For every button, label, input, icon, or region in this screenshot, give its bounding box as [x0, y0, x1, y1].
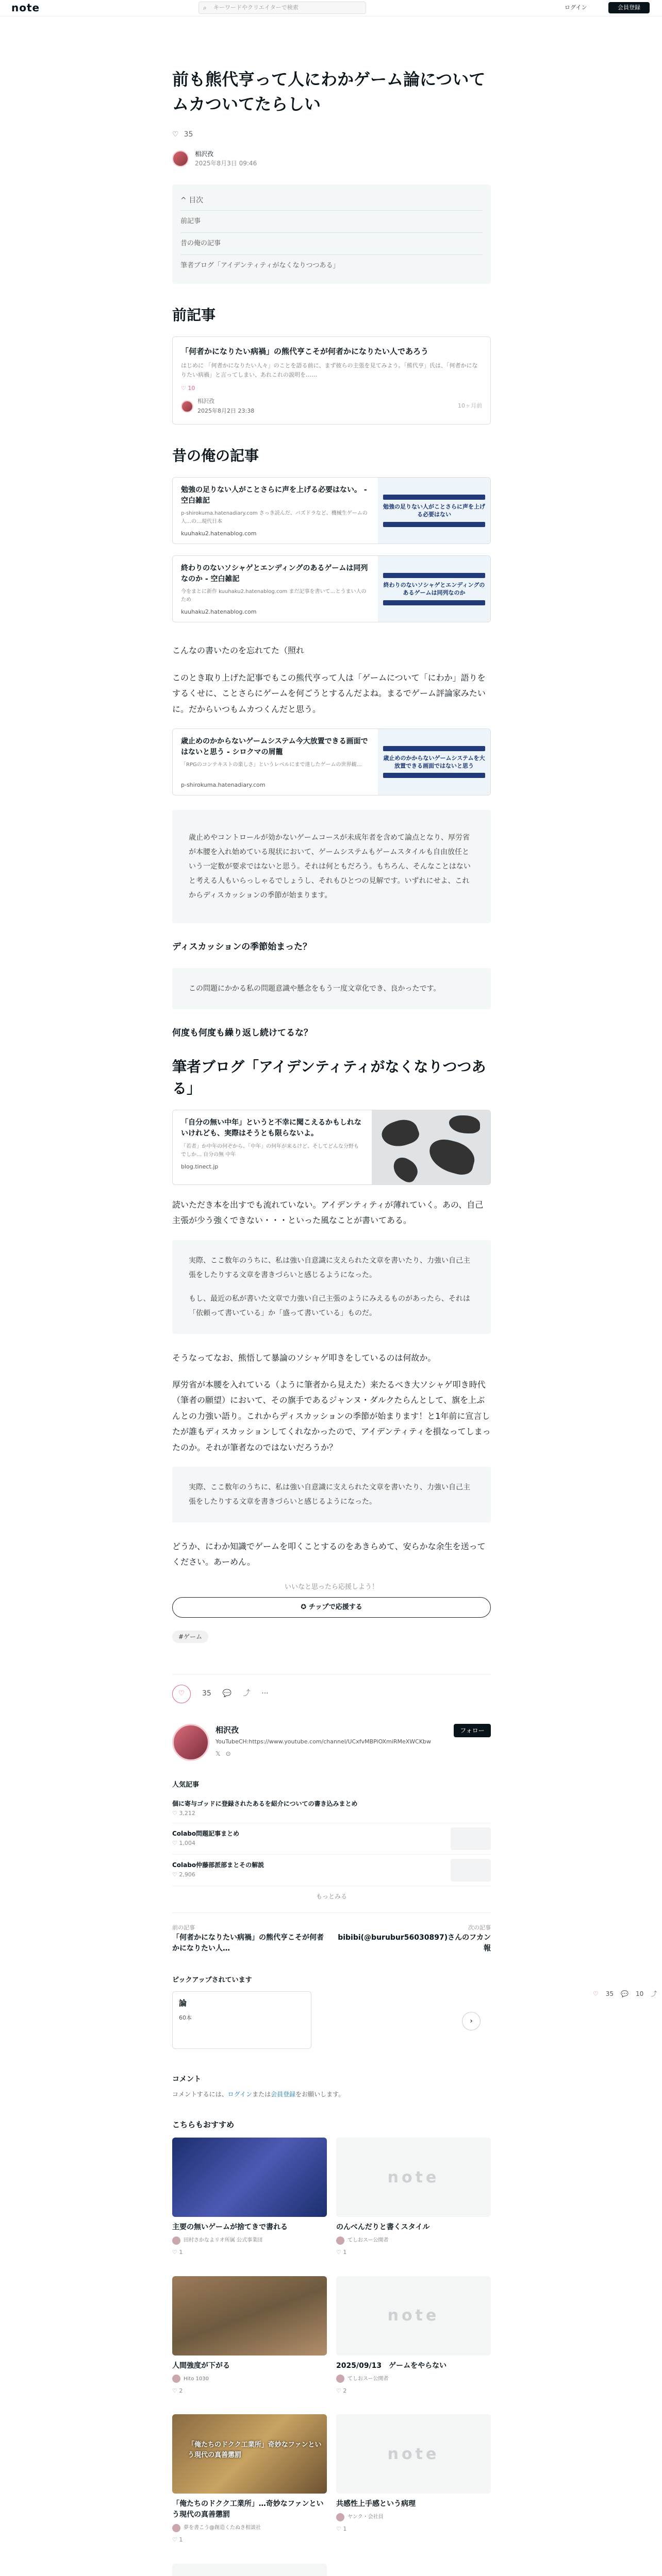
table-of-contents: [172, 184, 491, 284]
pickup-heading: ピックアップされています: [172, 1976, 252, 1985]
link-card-url: kuuhaku2.hatenablog.com: [181, 608, 257, 616]
floating-action-bar: [593, 1989, 657, 1999]
tip-icon: ✪: [301, 1603, 309, 1611]
thumbnail: [172, 2276, 327, 2355]
toc-item[interactable]: 筆者ブログ「アイデンティティがなくなりつつある」: [180, 261, 340, 269]
recommend-likes: ♡ 2: [336, 2387, 347, 2394]
prev-article-link[interactable]: 前の記事 「何者かになりたい病禍」の熊代亨こそが何者かになりたい人…: [172, 1924, 324, 1953]
blockquote: [172, 968, 491, 1009]
login-link[interactable]: ログイン: [227, 2091, 253, 2098]
popular-heading: 人気記事: [172, 1781, 200, 1789]
like-count: 35: [202, 1689, 211, 1698]
share-icon[interactable]: ⤴: [243, 1689, 251, 1698]
popular-likes: ♡ 3,212: [172, 1810, 195, 1817]
rss-icon[interactable]: ⊙: [225, 1750, 231, 1758]
thumbnail: [451, 1859, 491, 1882]
creator-name[interactable]: 相沢孜: [216, 1725, 239, 1735]
list-item[interactable]: [172, 1795, 491, 1823]
quote-text: 実際、ここ数年のうちに、私は強い自意識に支えられた文章を書いたり、力強い自己主張をしたりする文章を書きづらいと感じるようになった。: [189, 1256, 470, 1279]
link-card-url: blog.tinect.jp: [181, 1163, 219, 1171]
article-main: [172, 67, 491, 2576]
toc-head[interactable]: ^ 目次: [180, 192, 483, 211]
recommend-likes: ♡ 2: [172, 2387, 183, 2394]
recommend-card[interactable]: [172, 2564, 327, 2576]
thumbnail: [172, 2564, 327, 2576]
heart-icon: ♡: [178, 1689, 185, 1698]
toc-item[interactable]: 昔の俺の記事: [180, 233, 483, 255]
link-card-image: [378, 556, 490, 622]
side-comment-count: 10: [636, 1990, 644, 1997]
card-author: 相沢孜: [197, 398, 214, 405]
paragraph: こんなの書いたのを忘れてた（照れ: [172, 646, 305, 656]
link-card[interactable]: [172, 477, 491, 544]
recommend-title: のんべんだりと書くスタイル: [336, 2223, 430, 2231]
list-item[interactable]: [172, 1855, 491, 1886]
chevron-right-icon[interactable]: ›: [462, 2012, 481, 2030]
paragraph: どうか、にわか知識でゲームを叩くことするのをあきらめて、安らかな余生を送ってください。あーめん。: [172, 1541, 486, 1567]
like-count: 35: [184, 130, 193, 139]
recommend-title: 人間強度が下がる: [172, 2361, 230, 2370]
paragraph: そうなってなお、熊悟して暴論のソシャゲ叩きをしているのは何故か。: [172, 1352, 436, 1363]
link-card-image: [378, 478, 490, 544]
comment-login-prompt: コメントするには、ログインまたは会員登録をお願いします。: [172, 2091, 345, 2098]
search-placeholder: キーワードやクリエイターで検索: [213, 4, 299, 11]
popular-title: 個に寄与ゴッドに登録されたあるを紹介についての書き込みまとめ: [172, 1800, 358, 1808]
login-link[interactable]: ログイン: [565, 4, 587, 11]
comment-heading: コメント: [172, 2075, 201, 2084]
quote-text: この問題にかかる私の問題意識や懸念をもう一度文章化でき、良かったです。: [189, 984, 441, 993]
link-card-url: p-shirokuma.hatenadiary.com: [181, 782, 266, 788]
section-heading: 筆者ブログ「アイデンティティがなくなりつつある」: [172, 1058, 486, 1097]
more-link[interactable]: もっとみる: [172, 1886, 491, 1912]
recommend-card[interactable]: [336, 2414, 491, 2545]
recommend-likes: ♡ 1: [336, 2526, 347, 2533]
thumbnail: [172, 2138, 327, 2217]
blockquote: [172, 1467, 491, 1522]
thumbnail: note: [336, 2276, 491, 2355]
recommend-likes: ♡ 1: [336, 2249, 347, 2256]
paragraph: 厚労省が本腰を入れている（ように筆者から見えた）来たるべき大ソシャゲ叩き時代（筆者の願望）において、その旗手であるジャンヌ・ダルクたらんとして、旗を上ぶんとの力強い語り。これからディスカッションの季節が始まります！と1年前に宣言したが誰もディスカッションしてくれなかったので、アイデンティティを損なってしまったのか。それが筆者なのではないだろうか？: [172, 1379, 491, 1452]
link-card-image-text: 歳止めのかからないゲームシステムを大放置できる画面ではないと思う: [383, 754, 485, 769]
link-card-image: [372, 1110, 490, 1184]
post-date: 2025年8月3日 09:46: [195, 159, 257, 167]
toc-item[interactable]: 前記事: [180, 211, 483, 233]
popular-title: Colabo仲藤部派部まとその解説: [172, 1861, 264, 1869]
link-card[interactable]: [172, 728, 491, 795]
creator-profile: [172, 1724, 491, 1761]
section-heading: 昔の俺の記事: [172, 447, 259, 465]
paragraph: 読いただき本を出すでも流れていない。アイデンティティが薄れていく。あの、自己主張が少う強くできない・・・といった風なことが書いてある。: [172, 1199, 484, 1226]
like-button[interactable]: [172, 1685, 191, 1703]
top-header: [0, 0, 662, 16]
signup-button[interactable]: 会員登録: [608, 2, 650, 13]
recommend-author: ヤンク・会社員: [347, 2514, 384, 2520]
link-card-image-text: 終わりのないソシャゲとエンディングのあるゲームは同列なのか: [383, 582, 485, 597]
link-card-desc: 「RPGのコンテキストの楽しさ」というレベルにまで達したゲームの世界観…: [181, 762, 362, 768]
magazine-count: 60本: [179, 2014, 192, 2021]
article-nav: [172, 1923, 491, 1955]
heart-icon[interactable]: ♡: [172, 130, 179, 139]
recommend-card[interactable]: [172, 2414, 327, 2545]
hashtag[interactable]: #ゲーム: [172, 1631, 208, 1643]
popular-likes: ♡ 2,906: [172, 1871, 195, 1878]
search-icon: ⌕: [203, 4, 207, 11]
author-row: [172, 149, 491, 168]
thumbnail: note: [336, 2414, 491, 2494]
thumbnail: 「俺たちのドクク工業所」奇妙なファンという現代の真善懲罰: [172, 2414, 327, 2494]
next-article-link[interactable]: 次の記事 bibibi(@burubur56030897)さんのフカン報: [338, 1924, 491, 1953]
card-date: 2025年8月2日 23:38: [197, 407, 255, 414]
link-card-image-text: 勉強の足りない人がことさらに声を上げる必要はない: [383, 503, 485, 518]
link-card-title: 「自分の無い中年」というと不幸に聞こえるかもしれないけれども、実際はそうとも限らないよ。: [181, 1118, 361, 1138]
avatar: [181, 400, 193, 413]
link-card[interactable]: [172, 1110, 491, 1185]
blockquote: [172, 1240, 491, 1334]
chevron-up-icon: ^: [180, 196, 189, 205]
recommend-author: 田村さかなよリオ所属 公式事業団: [184, 2238, 263, 2243]
note-logo[interactable]: note: [11, 2, 40, 14]
link-card-url: kuuhaku2.hatenablog.com: [181, 530, 257, 537]
heart-icon[interactable]: ♡: [593, 1990, 599, 1997]
tip-button[interactable]: ✪ チップで応援する: [172, 1597, 491, 1618]
quote-text: 実際、ここ数年のうちに、私は強い自意識に支えられた文章を書いたり、力強い自己主張をしたりする文章を書きづらいと感じるようになった。: [189, 1483, 470, 1506]
creator-bio: YouTubeCH:https://www.youtube.com/channel/UCxfvMBPiOXmiRMeXWCKbw: [216, 1738, 432, 1745]
blockquote: [172, 810, 491, 923]
recommend-card[interactable]: [336, 2564, 491, 2576]
paragraph: このとき取り上げた記事でもこの熊代亨って人は「ゲームについて「にわか」語りをするくせに、ことさらにゲームを何ごうとするんだよね。まるでゲーム評論家みたいに。だからいつもムカつくんだと思う。: [172, 672, 486, 714]
card-time: 10ヶ月前: [458, 402, 482, 410]
recommend-title: 主要の無いゲームが捨てきで書れる: [172, 2223, 288, 2231]
embedded-note-card[interactable]: [172, 336, 491, 425]
recommend-likes: ♡ 1: [172, 2249, 183, 2256]
list-item[interactable]: [172, 1823, 491, 1855]
link-card-title: 終わりのないソシャゲとエンディングのあるゲームは同列なのか - 空白雑記: [181, 564, 368, 584]
recommend-heading: こちらもおすすめ: [172, 2120, 235, 2129]
recommend-author: 夢を書こう@創造くたぬき相談社: [184, 2525, 261, 2531]
share-icon[interactable]: ⤴: [651, 1990, 657, 1997]
recommend-grid: [172, 2138, 491, 2576]
creator-avatar[interactable]: [172, 1724, 209, 1761]
section-heading: 前記事: [172, 306, 216, 324]
article-title: 前も熊代亨って人にわかゲーム論についてムカついてたらしい: [172, 70, 486, 114]
link-card[interactable]: [172, 555, 491, 622]
side-like-count: 35: [605, 1990, 614, 1997]
recommend-author: Hito 1030: [184, 2376, 209, 2382]
pickup-carousel: [172, 1991, 491, 2053]
recommend-author: てしおスー公開者: [347, 2238, 389, 2243]
comment-icon[interactable]: 💬: [222, 1689, 232, 1698]
recommend-title: 2025/09/13 ゲームをやらない: [336, 2361, 447, 2370]
link-card-title: 歳止めのかからないゲームシステム今大放置できる画面ではないと思う - シロクマの屑籠: [181, 737, 368, 756]
recommend-card[interactable]: [336, 2138, 491, 2258]
card-title: 「何者かになりたい病禍」の熊代亨こそが何者かになりたい人であろう: [181, 346, 429, 356]
recommend-title: 「俺たちのドクク工業所」…奇妙なファンという現代の真善懲罰: [172, 2500, 324, 2519]
recommend-author: てしおスー公開者: [347, 2376, 389, 2382]
comment-icon[interactable]: 💬: [621, 1990, 628, 1997]
avatar[interactable]: [172, 150, 189, 167]
subheading: ディスカッションの季節始まった？: [172, 942, 312, 952]
magazine-card[interactable]: [172, 1991, 311, 2049]
action-bar: [172, 1674, 491, 1703]
search-input[interactable]: [198, 2, 366, 14]
quote-text: もし、最近の私が書いた文章で力強い自己主張のようにみえるものがあったら、それは「依頼って書いている」か「盛って書いている」ものだ。: [189, 1294, 470, 1317]
link-card-desc: 「若者」か中年の何ぞから、「中年」の何年が来るけど、そしてどんな分野もでしか… 自分の無 中年: [181, 1144, 359, 1158]
subheading: 何度も何度も繰り返し続けてるな？: [172, 1027, 312, 1038]
thumbnail: note: [336, 2138, 491, 2217]
recommend-card[interactable]: [172, 2138, 327, 2258]
link-card-desc: p-shirokuma.hatenadiary.com さっき読んだ、バズドラなど、機械生ゲームの人…の…現代日本: [181, 511, 368, 525]
popular-likes: ♡ 1,004: [172, 1840, 195, 1847]
recommend-likes: ♡ 1: [172, 2536, 183, 2544]
x-icon[interactable]: 𝕏: [216, 1750, 221, 1758]
link-card-desc: 今をまとに新作 kuuhaku2.hatenablog.com まだ記事を書いて…とうまい人のため: [181, 589, 367, 603]
link-card-image: [378, 729, 490, 795]
popular-title: Colabo問題記事まとめ: [172, 1830, 240, 1838]
card-likes: ♡ 10: [181, 385, 195, 392]
recommend-card[interactable]: [336, 2276, 491, 2396]
support-prompt: いいなと思ったら応援しよう！: [284, 1583, 378, 1591]
like-row: [172, 129, 491, 141]
recommend-card[interactable]: [172, 2276, 327, 2396]
signup-link[interactable]: 会員登録: [271, 2091, 296, 2098]
recommend-title: 共感性上手感という病理: [336, 2500, 416, 2509]
card-desc: はじめに 「何者かになりたい人々」のことを語る前に、まず彼らの主張を見てみよう。「熊代亨」氏は、「何者かになりたい病禍」と言ってしまい、あれこれの説明を……: [181, 362, 478, 378]
link-card-title: 勉強の足りない人がことさらに声を上げる必要はない。 - 空白雑記: [181, 486, 367, 505]
author-name[interactable]: 相沢孜: [195, 150, 214, 158]
more-icon[interactable]: ···: [261, 1689, 269, 1698]
thumbnail: [451, 1827, 491, 1850]
magazine-title: 論: [179, 1998, 187, 2008]
quote-text: 歳止めやコントロールが効かないゲームコースが未成年者を含めて論点となり、厚労省が本腰を入れ始めている現状において、ゲームシステムもゲームスタイルも自由放任という一定数が要求ではないと思う。それは何ともだろう。もちろん、そんなことはないと考える人もいらっしゃるでしょうし、それもひとつの見解です。いずれにせよ、これからディスカッションの季節が始まります。: [189, 834, 471, 900]
follow-button[interactable]: フォロー: [454, 1724, 491, 1737]
